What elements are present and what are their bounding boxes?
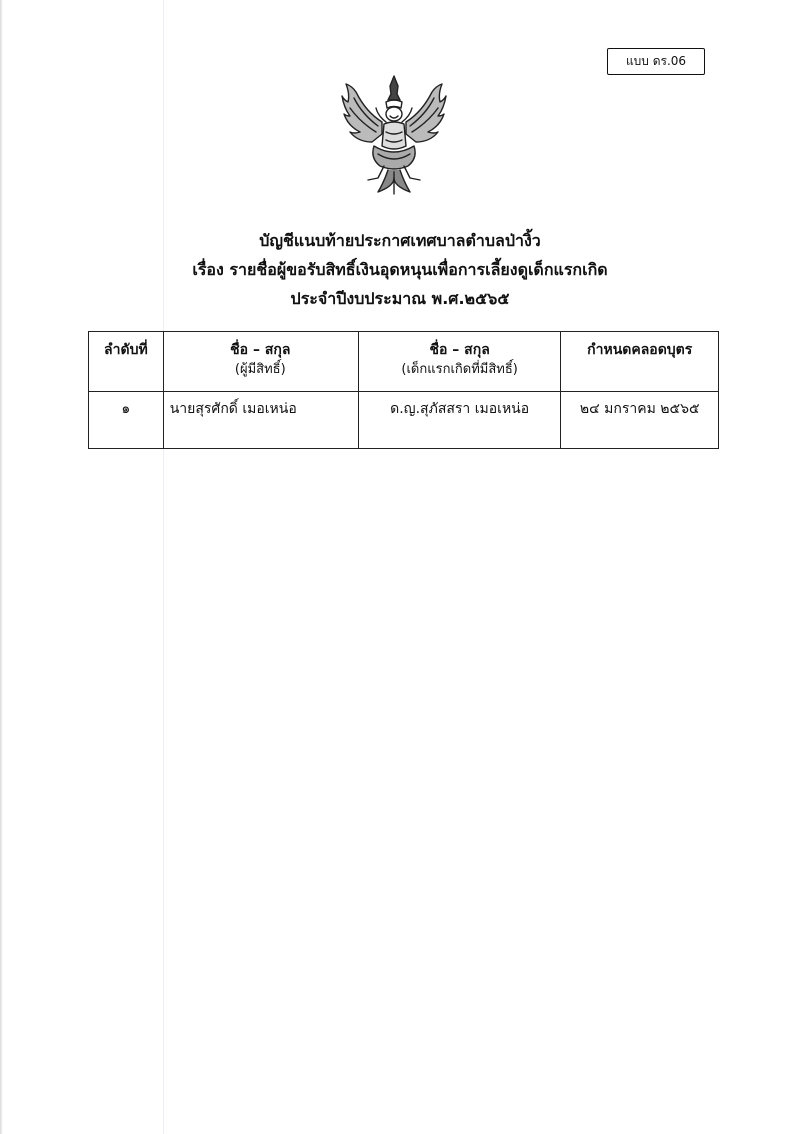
- scan-edge: [0, 0, 3, 1134]
- header-child-sub: (เด็กแรกเกิดที่มีสิทธิ์): [401, 362, 518, 377]
- form-code-box: [607, 48, 705, 75]
- document-title: [100, 226, 700, 313]
- garuda-emblem-icon: [338, 72, 450, 197]
- cell-no: ๑: [89, 392, 164, 449]
- title-line-3: ประจำปีงบประมาณ พ.ศ.๒๕๖๕: [290, 289, 510, 308]
- form-code-label: แบบ ดร.06: [625, 54, 687, 68]
- cell-applicant: นายสุรศักดิ์ เมอเหน่อ: [163, 392, 358, 449]
- header-applicant-sub: (ผู้มีสิทธิ์): [234, 362, 286, 377]
- title-line-1: บัญชีแนบท้ายประกาศเทศบาลตำบลป่างิ้ว: [259, 231, 541, 250]
- cell-birth-date: ๒๔ มกราคม ๒๕๖๕: [561, 392, 719, 449]
- header-child: ชื่อ – สกุล (เด็กแรกเกิดที่มีสิทธิ์): [358, 332, 561, 392]
- table-row: [89, 392, 719, 449]
- header-applicant: ชื่อ – สกุล (ผู้มีสิทธิ์): [163, 332, 358, 392]
- cell-child: ด.ญ.สุภัสสรา เมอเหน่อ: [358, 392, 561, 449]
- recipient-table: [88, 331, 719, 449]
- scan-line: [163, 0, 164, 1134]
- header-birth-date: กำหนดคลอดบุตร: [561, 332, 719, 392]
- header-no: ลำดับที่: [89, 332, 164, 392]
- title-line-2: เรื่อง รายชื่อผู้ขอรับสิทธิ์เงินอุดหนุนเพื่อการเลี้ยงดูเด็กแรกเกิด: [192, 260, 608, 279]
- table-header-row: [89, 332, 719, 392]
